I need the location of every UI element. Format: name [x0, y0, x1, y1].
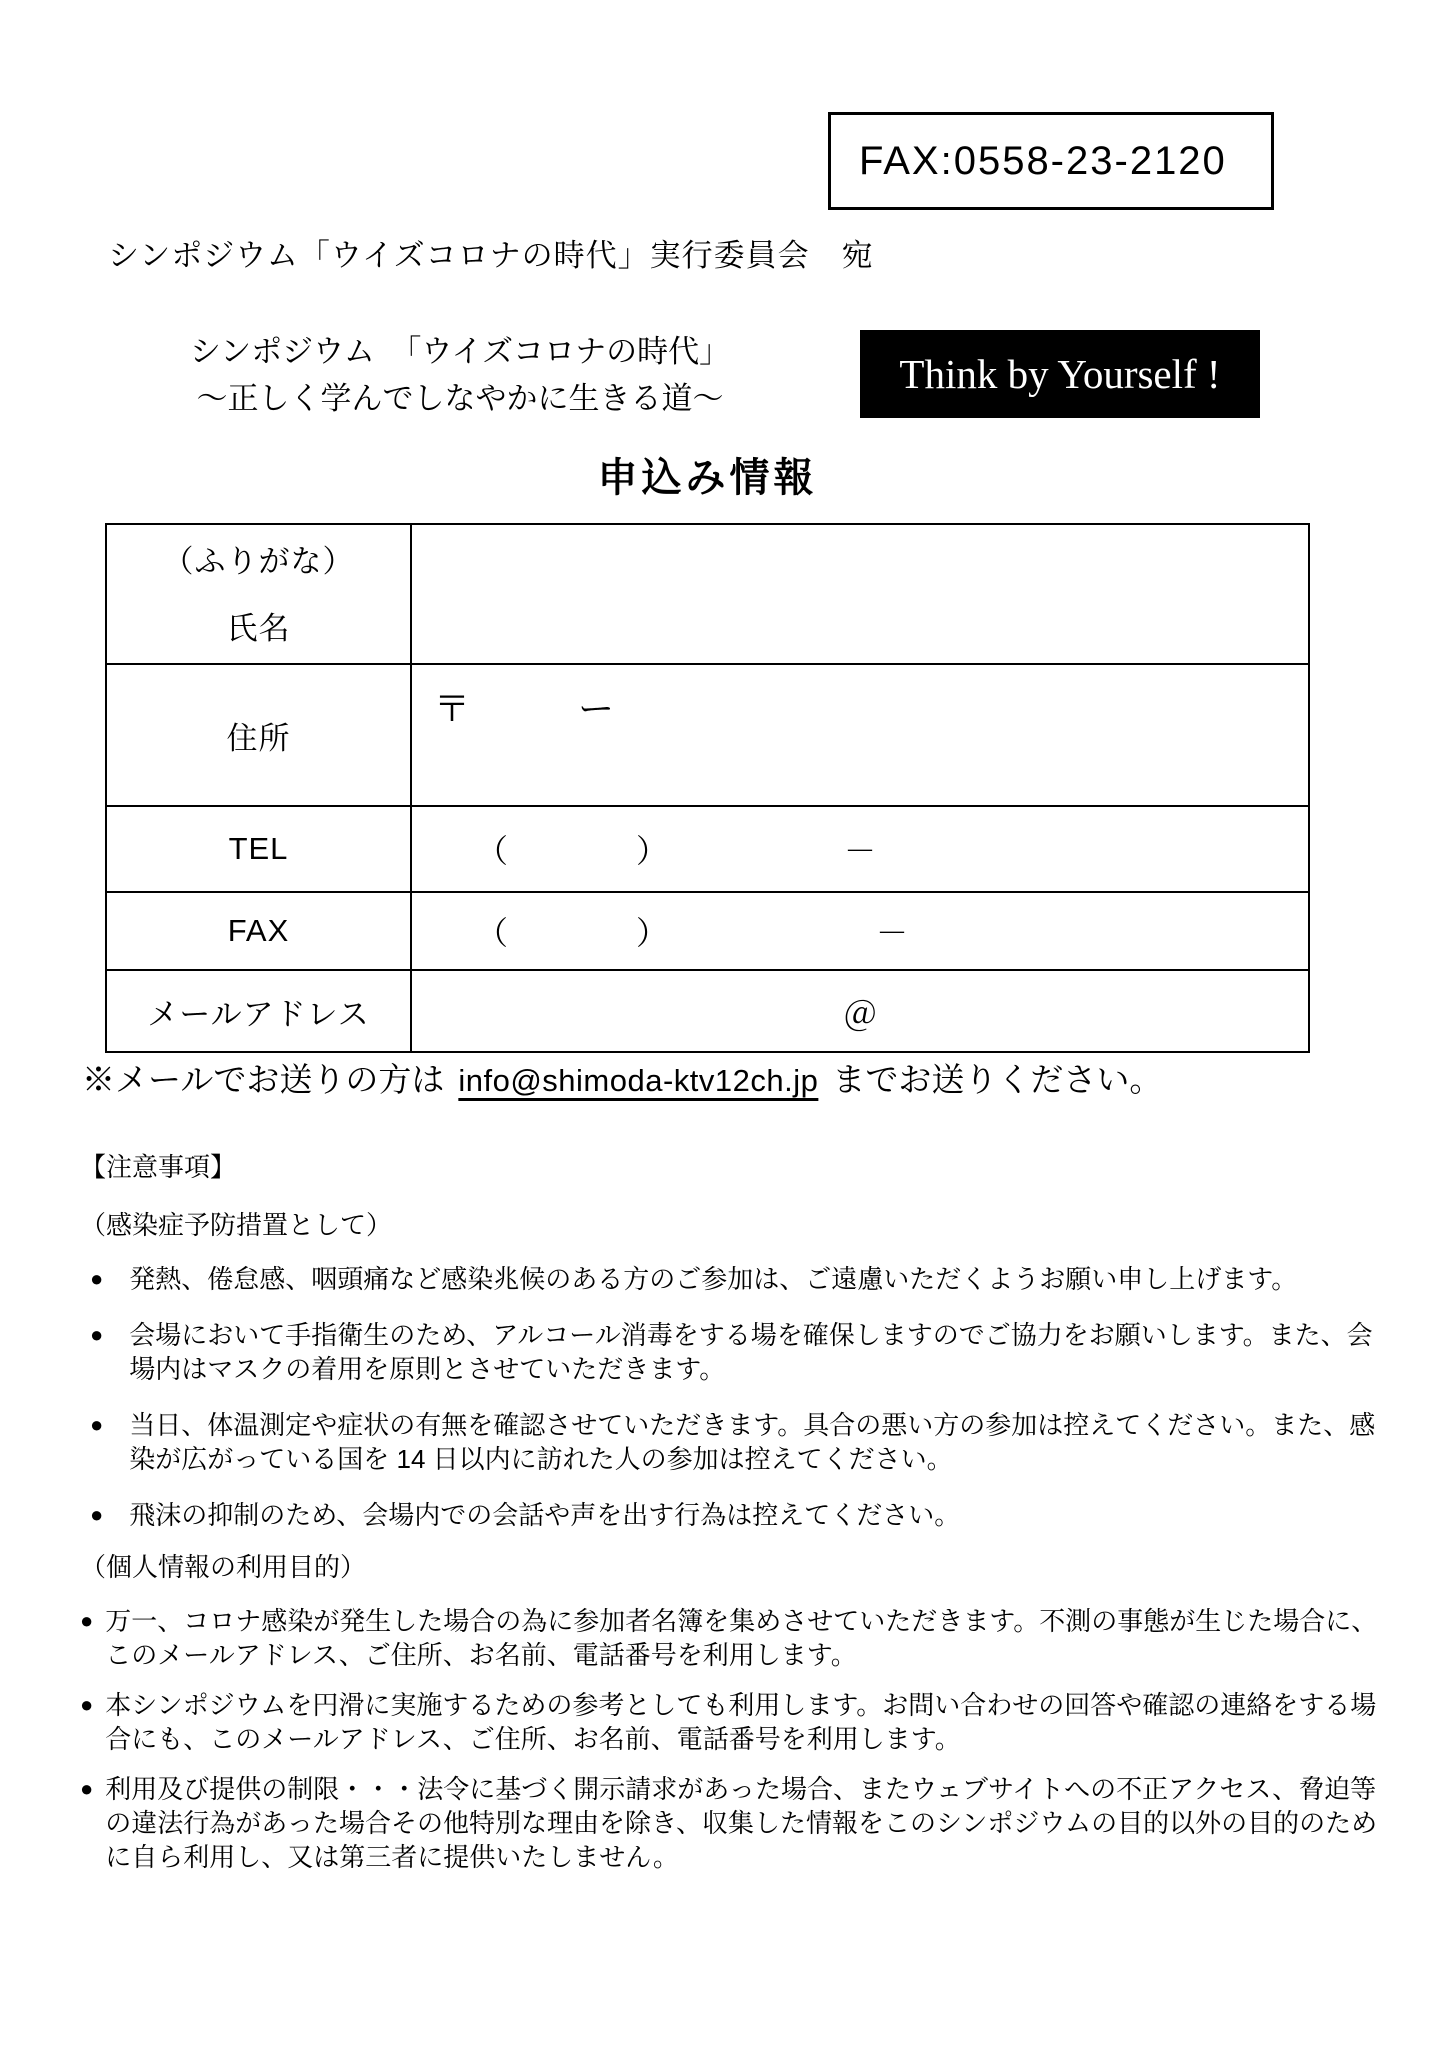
tel-label-cell: TEL: [106, 806, 411, 892]
application-form-table: [105, 523, 1310, 1053]
bullet-icon: ●: [80, 1692, 94, 1717]
think-by-yourself-badge: [860, 330, 1260, 418]
mail-instruction-suffix: までお送りください。: [832, 1061, 1163, 1098]
address-label-cell: 住所: [106, 664, 411, 806]
list-item-text: 万一、コロナ感染が発生した場合の為に参加者名簿を集めさせていただきます。不測の事態が生じた場合に、このメールアドレス、ご住所、お名前、電話番号を利用します。: [105, 1606, 1378, 1670]
email-label-cell: メールアドレス: [106, 970, 411, 1052]
bullet-icon: ●: [90, 1266, 104, 1291]
notices-heading: 【注意事項】: [80, 1152, 237, 1182]
prevention-heading: （感染症予防措置として）: [80, 1210, 393, 1240]
bullet-icon: ●: [90, 1322, 104, 1347]
fax-number-box: [828, 112, 1274, 210]
list-item-text: 当日、体温測定や症状の有無を確認させていただきます。具合の悪い方の参加は控えてください。また、感染が広がっている国を 14 日以内に訪れた人の参加は控えてください。: [129, 1410, 1376, 1474]
form-heading: 申込み情報: [597, 456, 818, 500]
list-item: [80, 1408, 1380, 1476]
symposium-title: [140, 328, 780, 422]
bullet-icon: ●: [90, 1502, 104, 1527]
tel-field-cell: （ ） －: [411, 806, 1309, 892]
list-item: [80, 1604, 1380, 1672]
list-item: [80, 1262, 1380, 1296]
fax-number-label: FAX:0558-23-2120: [859, 138, 1227, 183]
list-item: [80, 1688, 1380, 1756]
list-item-text: 本シンポジウムを円滑に実施するための参考としても利用します。お問い合わせの回答や確認の連絡をする場合にも、このメールアドレス、ご住所、お名前、電話番号を利用します。: [105, 1690, 1377, 1754]
symposium-title-line2: ～正しく学んでしなやかに生きる道～: [196, 381, 724, 416]
bullet-icon: ●: [80, 1608, 94, 1633]
name-label: 氏名: [226, 610, 291, 646]
mail-instruction-prefix: ※メールでお送りの方は: [82, 1061, 445, 1098]
symposium-title-line1: シンポジウム 「ウイズコロナの時代」: [189, 334, 731, 369]
personal-info-heading: （個人情報の利用目的）: [80, 1552, 367, 1582]
name-label-cell: [106, 524, 411, 664]
address-field-cell: 〒 ー: [411, 664, 1309, 806]
fax-label-cell: FAX: [106, 892, 411, 970]
notices-section: [80, 1150, 1380, 1890]
name-field-cell: [411, 524, 1309, 664]
table-row-tel: [106, 806, 1309, 892]
table-row-email: [106, 970, 1309, 1052]
list-item-text: 会場において手指衛生のため、アルコール消毒をする場を確保しますのでご協力をお願いします。また、会場内はマスクの着用を原則とさせていただきます。: [129, 1320, 1373, 1384]
list-item-text: 飛沫の抑制のため、会場内での会話や声を出す行為は控えてください。: [129, 1500, 961, 1530]
list-item-text: 発熱、倦怠感、咽頭痛など感染兆候のある方のご参加は、ご遠慮いただくようお願い申し上げます。: [129, 1264, 1298, 1294]
furigana-label: （ふりがな）: [162, 543, 355, 579]
table-row-name: [106, 524, 1309, 664]
prevention-list: [80, 1262, 1380, 1532]
table-row-fax: [106, 892, 1309, 970]
list-item: [80, 1772, 1380, 1874]
email-address-link[interactable]: info@shimoda-ktv12ch.jp: [458, 1063, 819, 1098]
list-item: [80, 1318, 1380, 1386]
mail-instruction: [82, 1054, 1162, 1101]
personal-info-list: [80, 1604, 1380, 1874]
list-item-text: 利用及び提供の制限・・・法令に基づく開示請求があった場合、またウェブサイトへの不正アクセス、脅迫等の違法行為があった場合その他特別な理由を除き、収集した情報をこのシンポジウムの目的以外の目的のために自ら利用し、又は第三者に提供いたしません。: [105, 1774, 1378, 1872]
table-row-address: [106, 664, 1309, 806]
addressee-line: シンポジウム「ウイズコロナの時代」実行委員会 宛: [108, 238, 874, 273]
email-field-cell: ＠: [411, 970, 1309, 1052]
bullet-icon: ●: [80, 1776, 94, 1801]
list-item: [80, 1498, 1380, 1532]
fax-field-cell: （ ） －: [411, 892, 1309, 970]
badge-label: Think by Yourself !: [899, 351, 1221, 397]
bullet-icon: ●: [90, 1412, 104, 1437]
